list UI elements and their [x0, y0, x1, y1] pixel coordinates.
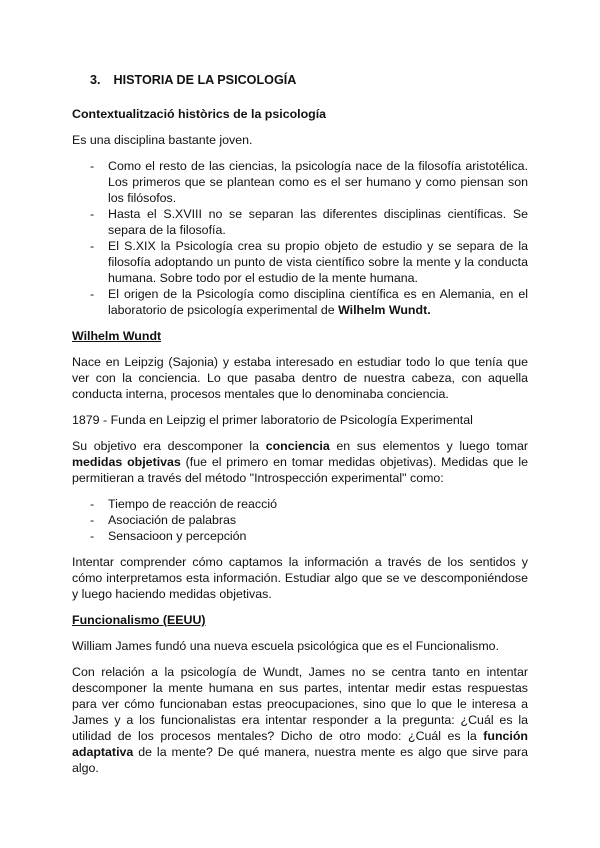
section-title-text: HISTORIA DE LA PSICOLOGÍA: [113, 73, 297, 87]
wundt-paragraph-2: 1879 - Funda en Leipzig el primer laboratorio de Psicología Experimental: [72, 413, 473, 427]
dash-bullet: -: [90, 207, 95, 221]
medidas-objetivas-bold: medidas objetivas: [72, 455, 181, 469]
section-title: [90, 72, 528, 88]
dash-bullet: -: [90, 239, 95, 253]
dash-bullet: -: [90, 497, 95, 511]
list-item: - El S.XIX la Psicología crea su propio objeto de estudio y se separa de la filosofía adoptando un punto de vista científico sobre la mente y la conducta humana. Sobre todo por el estudio de la mente humana.: [90, 239, 528, 285]
dash-bullet: -: [90, 529, 95, 543]
funcionalismo-heading: Funcionalismo (EEUU): [72, 613, 206, 627]
list-item: - Asociación de palabras: [90, 513, 237, 527]
dash-bullet: -: [90, 159, 95, 173]
wundt-list: [72, 496, 528, 544]
context-intro: Es una disciplina bastante joven.: [72, 133, 253, 147]
dash-bullet: -: [90, 287, 95, 301]
wundt-paragraph-4: Intentar comprender cómo captamos la información a través de los sentidos y cómo interpretamos esta información. Estudiar algo que se ve descomponiéndose y luego haciendo medidas objetivas.: [72, 555, 528, 601]
funcionalismo-paragraph-1: William James fundó una nueva escuela psicológica que es el Funcionalismo.: [72, 639, 500, 653]
list-item: - Como el resto de las ciencias, la psicología nace de la filosofía aristotélica. Los primeros que se plantean como es el ser humano y como piensan son los filósofos.: [90, 159, 528, 205]
list-item: - Hasta el S.XVIII no se separan las diferentes disciplinas científicas. Se separa de la filosofía.: [90, 207, 528, 237]
list-item: - Tiempo de reacción de reacció: [90, 497, 277, 511]
funcionalismo-paragraph-2: Con relación a la psicología de Wundt, James no se centra tanto en intentar descomponer la mente humana en sus partes, intentar medir estas respuestas para ver cómo funcionaban estas preocupaciones, sino que lo que le interesa a James y a los funcionalistas era intentar responder a la pregunta: ¿Cuál es la utilidad de los procesos mentales? Dicho de otro modo: ¿Cuál es la función adaptativa de la mente? De qué manera, nuestra mente es algo que sirve para algo.: [72, 665, 528, 775]
dash-bullet: -: [90, 513, 95, 527]
context-heading: Contextualització històrics de la psicología: [72, 107, 327, 121]
list-item: - El origen de la Psicología como disciplina científica es en Alemania, en el laboratorio de psicología experimental de Wilhelm Wundt.: [90, 287, 528, 317]
section-number: 3.: [90, 73, 101, 87]
wundt-paragraph-1: Nace en Leipzig (Sajonia) y estaba interesado en estudiar todo lo que tenía que ver con la conciencia. Lo que pasaba dentro de nuestra cabeza, con aquella conducta interna, procesos mentales que lo denominaba conciencia.: [72, 355, 528, 401]
wundt-heading: Wilhelm Wundt: [72, 329, 162, 343]
conciencia-bold: conciencia: [265, 439, 330, 453]
funcion-adaptativa-bold: función adaptativa: [72, 729, 528, 759]
wundt-paragraph-3: Su objetivo era descomponer la conciencia en sus elementos y luego tomar medidas objetivas (fue el primero en tomar medidas objetivas). Medidas que le permitieran a través del método "Introspección experimental" como:: [72, 439, 528, 485]
wundt-name-bold: Wilhelm Wundt.: [338, 303, 431, 317]
context-list: [72, 158, 528, 318]
list-item: - Sensacioon y percepción: [90, 529, 247, 543]
